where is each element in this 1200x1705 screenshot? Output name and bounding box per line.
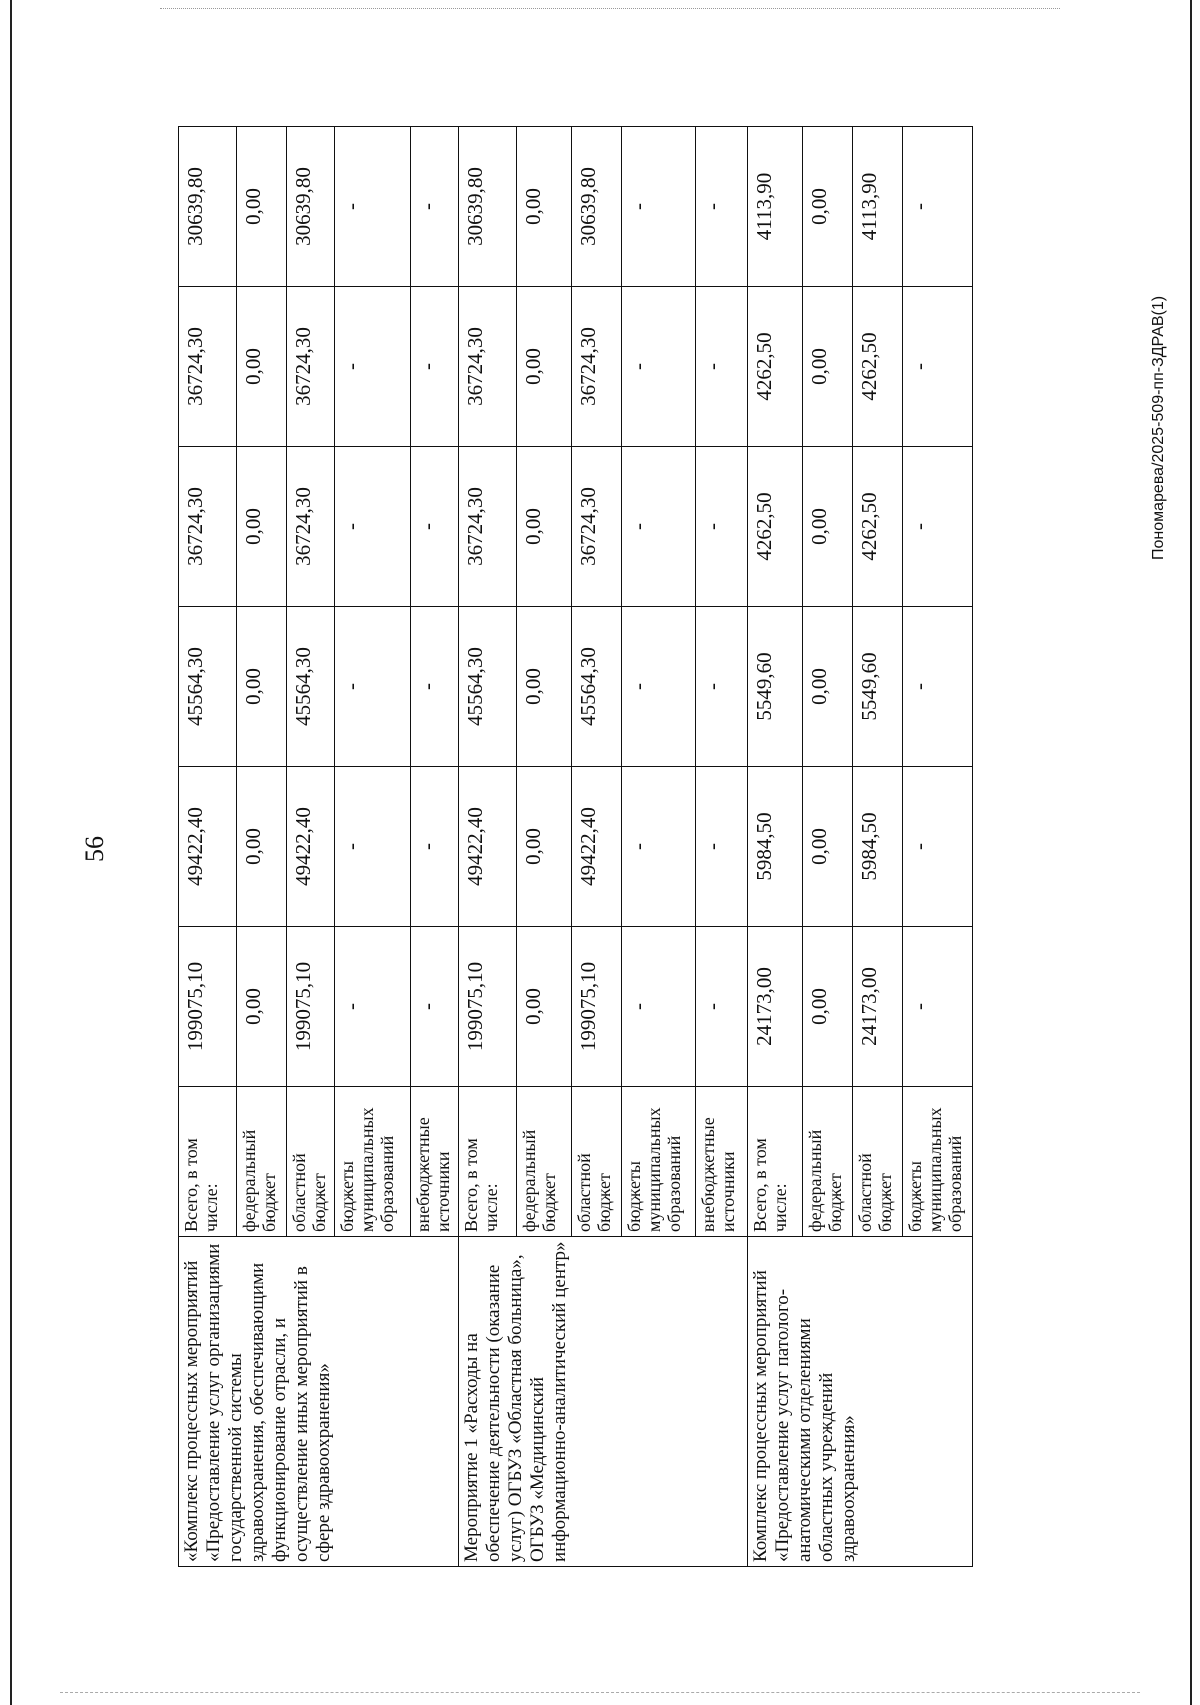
- funding-source: областной бюджет: [853, 1087, 903, 1237]
- budget-table: [178, 126, 973, 1567]
- funding-source: бюджеты муниципальных образований: [903, 1087, 973, 1237]
- value-cell: 0,00: [803, 607, 853, 767]
- value-cell: 24173,00: [748, 927, 803, 1087]
- value-cell: 49422,40: [287, 767, 335, 927]
- funding-source: Всего, в том числе:: [459, 1087, 517, 1237]
- value-cell: 49422,40: [459, 767, 517, 927]
- value-cell: 0,00: [237, 607, 287, 767]
- value-cell: 4262,50: [853, 287, 903, 447]
- funding-source: Всего, в том числе:: [748, 1087, 803, 1237]
- value-cell: 199075,10: [179, 927, 237, 1087]
- value-cell: -: [903, 447, 973, 607]
- value-cell: -: [411, 447, 459, 607]
- value-cell: -: [335, 927, 411, 1087]
- value-cell: 45564,30: [287, 607, 335, 767]
- value-cell: 4262,50: [853, 447, 903, 607]
- value-cell: 4113,90: [853, 127, 903, 287]
- value-cell: 36724,30: [572, 447, 622, 607]
- value-cell: 30639,80: [572, 127, 622, 287]
- page-number: 56: [80, 836, 109, 862]
- funding-source: федеральный бюджет: [517, 1087, 572, 1237]
- value-cell: -: [411, 767, 459, 927]
- value-cell: 0,00: [803, 287, 853, 447]
- value-cell: 5549,60: [853, 607, 903, 767]
- value-cell: -: [411, 607, 459, 767]
- value-cell: 45564,30: [179, 607, 237, 767]
- value-cell: -: [696, 927, 748, 1087]
- value-cell: -: [335, 767, 411, 927]
- value-cell: 0,00: [237, 767, 287, 927]
- value-cell: -: [696, 607, 748, 767]
- value-cell: -: [622, 607, 696, 767]
- value-cell: -: [335, 447, 411, 607]
- value-cell: 24173,00: [853, 927, 903, 1087]
- funding-source: областной бюджет: [572, 1087, 622, 1237]
- value-cell: -: [622, 767, 696, 927]
- value-cell: 0,00: [517, 767, 572, 927]
- value-cell: -: [696, 287, 748, 447]
- value-cell: 0,00: [803, 447, 853, 607]
- value-cell: 36724,30: [179, 287, 237, 447]
- funding-source: федеральный бюджет: [803, 1087, 853, 1237]
- value-cell: 36724,30: [179, 447, 237, 607]
- value-cell: 36724,30: [572, 287, 622, 447]
- budget-table-body: [179, 127, 973, 1567]
- value-cell: 5984,50: [853, 767, 903, 927]
- value-cell: 0,00: [803, 127, 853, 287]
- value-cell: -: [622, 287, 696, 447]
- table-row: [179, 127, 237, 1567]
- value-cell: -: [335, 127, 411, 287]
- value-cell: 0,00: [517, 127, 572, 287]
- value-cell: -: [411, 927, 459, 1087]
- value-cell: 199075,10: [572, 927, 622, 1087]
- funding-source: внебюджетные источники: [411, 1087, 459, 1237]
- value-cell: 5549,60: [748, 607, 803, 767]
- value-cell: 0,00: [517, 447, 572, 607]
- table-row: [459, 127, 517, 1567]
- section-description: «Комплекс процессных мероприятий «Предоставление услуг организациями государственной системы здравоохранения, обеспечивающими функционирование отрасли, и осуществление иных мероприятий в сфере здравоохранения»: [179, 1237, 459, 1567]
- funding-source: внебюджетные источники: [696, 1087, 748, 1237]
- value-cell: -: [622, 447, 696, 607]
- value-cell: 36724,30: [459, 447, 517, 607]
- section-description: Комплекс процессных мероприятий «Предоставление услуг патолого-анатомическими отделениями областных учреждений здравоохранения»: [748, 1237, 973, 1567]
- value-cell: 36724,30: [459, 287, 517, 447]
- value-cell: -: [411, 287, 459, 447]
- value-cell: 199075,10: [287, 927, 335, 1087]
- value-cell: 36724,30: [287, 447, 335, 607]
- section-description: Мероприятие 1 «Расходы на обеспечение деятельности (оказание услуг) ОГБУЗ «Областная больница», ОГБУЗ «Медицинский информационно-аналитический центр»: [459, 1237, 748, 1567]
- value-cell: 199075,10: [459, 927, 517, 1087]
- value-cell: 0,00: [237, 127, 287, 287]
- value-cell: 49422,40: [179, 767, 237, 927]
- funding-source: бюджеты муниципальных образований: [335, 1087, 411, 1237]
- value-cell: -: [696, 127, 748, 287]
- funding-source: федеральный бюджет: [237, 1087, 287, 1237]
- value-cell: -: [903, 127, 973, 287]
- value-cell: 4262,50: [748, 287, 803, 447]
- table-row: [748, 127, 803, 1567]
- value-cell: -: [903, 767, 973, 927]
- value-cell: -: [903, 287, 973, 447]
- funding-source: Всего, в том числе:: [179, 1087, 237, 1237]
- value-cell: -: [696, 767, 748, 927]
- value-cell: 0,00: [803, 927, 853, 1087]
- document-footer: Пономарева/2025-509-пп-ЗДРАВ(1): [1150, 295, 1167, 560]
- funding-source: бюджеты муниципальных образований: [622, 1087, 696, 1237]
- value-cell: 45564,30: [572, 607, 622, 767]
- value-cell: 4262,50: [748, 447, 803, 607]
- value-cell: -: [411, 127, 459, 287]
- value-cell: -: [335, 287, 411, 447]
- value-cell: -: [622, 927, 696, 1087]
- value-cell: 0,00: [517, 927, 572, 1087]
- value-cell: 30639,80: [287, 127, 335, 287]
- value-cell: -: [903, 927, 973, 1087]
- value-cell: 0,00: [803, 767, 853, 927]
- value-cell: -: [903, 607, 973, 767]
- value-cell: -: [335, 607, 411, 767]
- value-cell: -: [696, 447, 748, 607]
- value-cell: 36724,30: [287, 287, 335, 447]
- value-cell: 4113,90: [748, 127, 803, 287]
- funding-source: областной бюджет: [287, 1087, 335, 1237]
- value-cell: -: [622, 127, 696, 287]
- value-cell: 0,00: [517, 287, 572, 447]
- value-cell: 0,00: [237, 447, 287, 607]
- value-cell: 30639,80: [179, 127, 237, 287]
- value-cell: 5984,50: [748, 767, 803, 927]
- value-cell: 0,00: [517, 607, 572, 767]
- value-cell: 45564,30: [459, 607, 517, 767]
- value-cell: 49422,40: [572, 767, 622, 927]
- value-cell: 30639,80: [459, 127, 517, 287]
- value-cell: 0,00: [237, 287, 287, 447]
- value-cell: 0,00: [237, 927, 287, 1087]
